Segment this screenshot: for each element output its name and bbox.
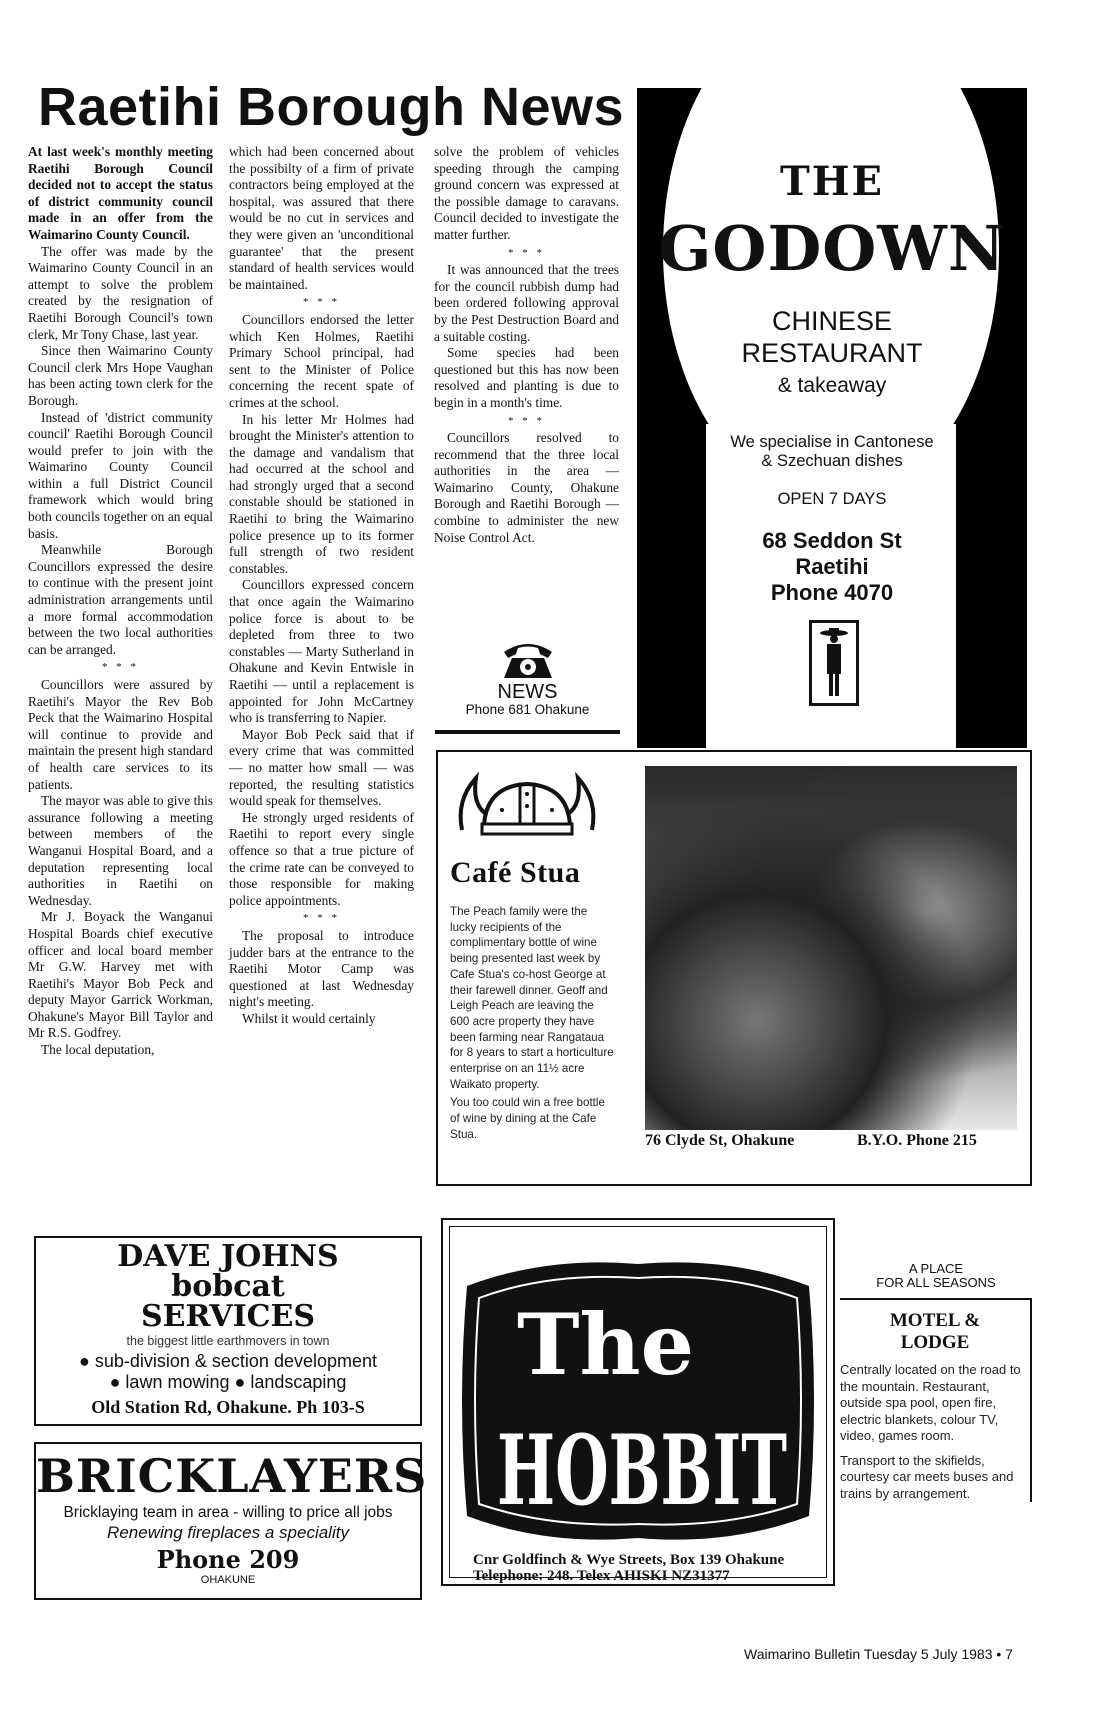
motel-tagline-2: FOR ALL SEASONS — [876, 1275, 996, 1290]
motel-transport: Transport to the skifields, courtesy car meets buses and trains by arrangement. — [840, 1452, 1014, 1501]
motel-tagline-1: A PLACE — [908, 1261, 964, 1276]
section-divider: * * * — [303, 296, 340, 309]
article-paragraph: In his letter Mr Holmes had brought the Minister's attention to the damage and vandalism that had occurred at the school and had strongly urged that a second constable should be stationed in Raetihi to bring the Waimarino police presence up to its former full strength of two resident constables. — [229, 411, 414, 576]
article-paragraph: Councillors endorsed the letter which Ken Holmes, Raetihi Primary School principal, had sent to the Minister of Police concerning the recent spate of crimes at the school. — [229, 311, 414, 410]
motel-title: MOTEL & — [889, 1310, 981, 1331]
motel-lodge-advert — [840, 1262, 1032, 1502]
dave-bobcat: bobcat — [171, 1269, 285, 1304]
bricklayers-town: OHAKUNE — [200, 1574, 256, 1586]
motel-box — [840, 1298, 1032, 1502]
godown-street: 68 Seddon St — [762, 528, 902, 553]
article-paragraph: Councillors resolved to recommend that the three local authorities in the area — Waimarino County, Ohakune Borough and Raetihi Borough — combine to administer the new Noise Control Act. — [434, 430, 619, 545]
telephone-icon — [498, 638, 558, 682]
godown-advert — [637, 88, 1027, 748]
motel-title-2: LODGE — [900, 1332, 970, 1353]
godown-the: THE — [779, 158, 885, 205]
cafe-byo-phone: B.Y.O. Phone 215 — [857, 1132, 977, 1149]
news-phone: Phone 681 Ohakune — [465, 702, 590, 717]
dave-address: Old Station Rd, Ohakune. Ph 103-S — [91, 1397, 365, 1417]
bricklayers-phone: Phone 209 — [156, 1545, 300, 1574]
godown-takeaway: & takeaway — [777, 374, 887, 397]
bricklayers-line-2: Renewing fireplaces a speciality — [107, 1523, 349, 1542]
dave-tagline: the biggest little earthmovers in town — [126, 1334, 330, 1348]
page-footer: Waimarino Bulletin Tuesday 5 July 1983 • 7 — [744, 1646, 1013, 1662]
dave-title: DAVE JOHNS — [117, 1239, 339, 1274]
dave-services: SERVICES — [140, 1299, 316, 1334]
godown-speciality-2: & Szechuan dishes — [761, 452, 903, 470]
hobbit-sign-logo — [457, 1256, 819, 1546]
godown-town: Raetihi — [795, 554, 869, 579]
hobbit-name: HOBBIT — [497, 1414, 787, 1527]
cafe-address: 76 Clyde St, Ohakune — [645, 1132, 795, 1149]
article-paragraph: The mayor was able to give this assurance following a meeting between members of the Wanganui Hospital Board, and a deputation representing local authorities in Raetihi on Wednesday. — [28, 793, 213, 908]
section-divider: * * * — [508, 246, 545, 259]
godown-speciality: We specialise in Cantonese — [730, 433, 934, 451]
article-column-1 — [28, 144, 213, 1059]
article-paragraph: The local deputation, — [41, 1042, 155, 1058]
article-paragraph: Since then Waimarino County Council clerk Mrs Hope Vaughan has been acting town clerk for the Borough. — [28, 343, 213, 408]
article-paragraph: solve the problem of vehicles speeding through the camping ground concern was expressed at the possible damage to caravans. Council decided to investigate the matter further. — [434, 144, 619, 242]
viking-helmet-icon — [452, 770, 602, 842]
motel-tagline — [840, 1262, 1032, 1290]
page-headline: Raetihi Borough News — [38, 77, 625, 137]
cafe-stua-advert — [436, 750, 1032, 1186]
godown-phone: Phone 4070 — [770, 580, 894, 605]
news-title: NEWS — [497, 681, 558, 703]
bricklayers-title: BRICKLAYERS — [36, 1449, 428, 1503]
divider — [435, 730, 620, 734]
godown-open-days: OPEN 7 DAYS — [777, 490, 887, 508]
dinner-party-photo — [645, 766, 1017, 1130]
section-divider: * * * — [102, 661, 139, 674]
cafe-story-paragraph: The Peach family were the lucky recipients of the complimentary bottle of wine being presented last week by Cafe Stua's co-host George at their farewell dinner. Geoff and Leigh Peach are leaving the 600 acre property they have been farming near Rangataua for 8 years to start a horticulture enterprise on an 11½ acre Waikato property. — [450, 905, 614, 1091]
article-paragraph: Councillors were assured by Raetihi's Mayor the Rev Bob Peck that the Waimarino Hospital will continue to provide and maintain the present high standard of health care services to its patients. — [28, 677, 213, 792]
godown-address — [637, 528, 1027, 606]
section-divider: * * * — [508, 414, 545, 427]
article-column-3 — [434, 144, 619, 546]
hobbit-advert — [441, 1218, 835, 1586]
motel-description: Centrally located on the road to the mountain. Restaurant, outside spa pool, open fire, electric blankets, colour TV, video, games room. — [840, 1362, 1021, 1443]
article-paragraph: Whilst it would certainly — [242, 1010, 376, 1026]
news-contact-box — [435, 638, 620, 738]
article-paragraph: Instead of 'district community council' Raetihi Borough Council would prefer to join with the Waimarino County Council within a full District Council framework which would bring both councils together on an equal basis. — [28, 409, 213, 541]
article-column-2 — [229, 144, 414, 1027]
dave-johns-advert — [34, 1236, 422, 1426]
cafe-name: Café Stua — [450, 856, 581, 889]
article-paragraph: Councillors expressed concern that once again the Waimarino police force is about to be depleted from three to two constables — Marty Sutherland in Ohakune and Kevin Entwisle in Raetihi — until a replacement is appointed for John McCartney who is transferring to Napier. — [229, 577, 414, 726]
article-paragraph: Meanwhile Borough Councillors expressed the desire to continue with the present joint administration arrangements until a more formal accommodation between the two local authorities can be arranged. — [28, 542, 213, 657]
article-paragraph: Some species had been questioned but this has now been resolved and planting is due to begin in a month's time. — [434, 345, 619, 410]
bricklayers-advert — [34, 1442, 428, 1600]
article-paragraph: which had been concerned about the possibilty of a firm of private contractors being employed at the hospital, was assured that there would be no cut in services and they were given an 'unconditional guarantee' that the present standard of health services would be maintained. — [229, 144, 414, 292]
hobbit-the: The — [517, 1295, 695, 1394]
godown-restaurant: RESTAURANT — [741, 338, 923, 368]
article-paragraph: The proposal to introduce judder bars at the entrance to the Raetihi Motor Camp was questioned at last Wednesday night's meeting. — [229, 927, 414, 1010]
dave-service-2: ● lawn mowing ● landscaping — [109, 1372, 347, 1392]
hobbit-telephone: Telephone: 248. Telex AHISKI NZ31377 — [473, 1568, 730, 1584]
article-paragraph: The offer was made by the Waimarino County Council in an attempt to solve the problem created by the resignation of Raetihi Borough Council's town clerk, Mr Tony Chase, last year. — [28, 243, 213, 342]
article-lead: At last week's monthly meeting Raetihi Borough Council decided not to accept the status of district community council made in an offer from the Waimarino County Council. — [28, 144, 213, 242]
bricklayers-line-1: Bricklaying team in area - willing to price all jobs — [63, 1504, 393, 1521]
article-paragraph: Mr J. Boyack the Wanganui Hospital Boards chief executive officer and local board member Mr G.W. Harvey met with Raetihi's Mayor Bob Peck and deputy Mayor Garrick Workman, Ohakune's Mayor Bill Taylor and Mr R.S. Godfrey. — [28, 909, 213, 1041]
article-paragraph: Mayor Bob Peck said that if every crime that was committed — no matter how small — was reported, the resulting statistics would speak for themselves. — [229, 726, 414, 809]
cafe-story — [450, 904, 616, 1146]
article-paragraph: It was announced that the trees for the council rubbish dump had been ordered following approval by the Pest Destruction Board and a suitable costing. — [434, 262, 619, 344]
cafe-story-paragraph: You too could win a free bottle of wine by dining at the Cafe Stua. — [450, 1096, 605, 1141]
hobbit-address: Cnr Goldfinch & Wye Streets, Box 139 Ohakune — [473, 1552, 785, 1568]
dave-service-1: ● sub-division & section development — [78, 1351, 378, 1371]
godown-name: GODOWN — [658, 212, 1006, 285]
article-paragraph: He strongly urged residents of Raetihi to report every single offence so that a true picture of the crime rate can be conveyed to those responsible for making police appointments. — [229, 809, 414, 908]
chef-figure-icon — [809, 620, 859, 706]
section-divider: * * * — [303, 912, 340, 925]
godown-chinese: CHINESE — [771, 306, 893, 336]
